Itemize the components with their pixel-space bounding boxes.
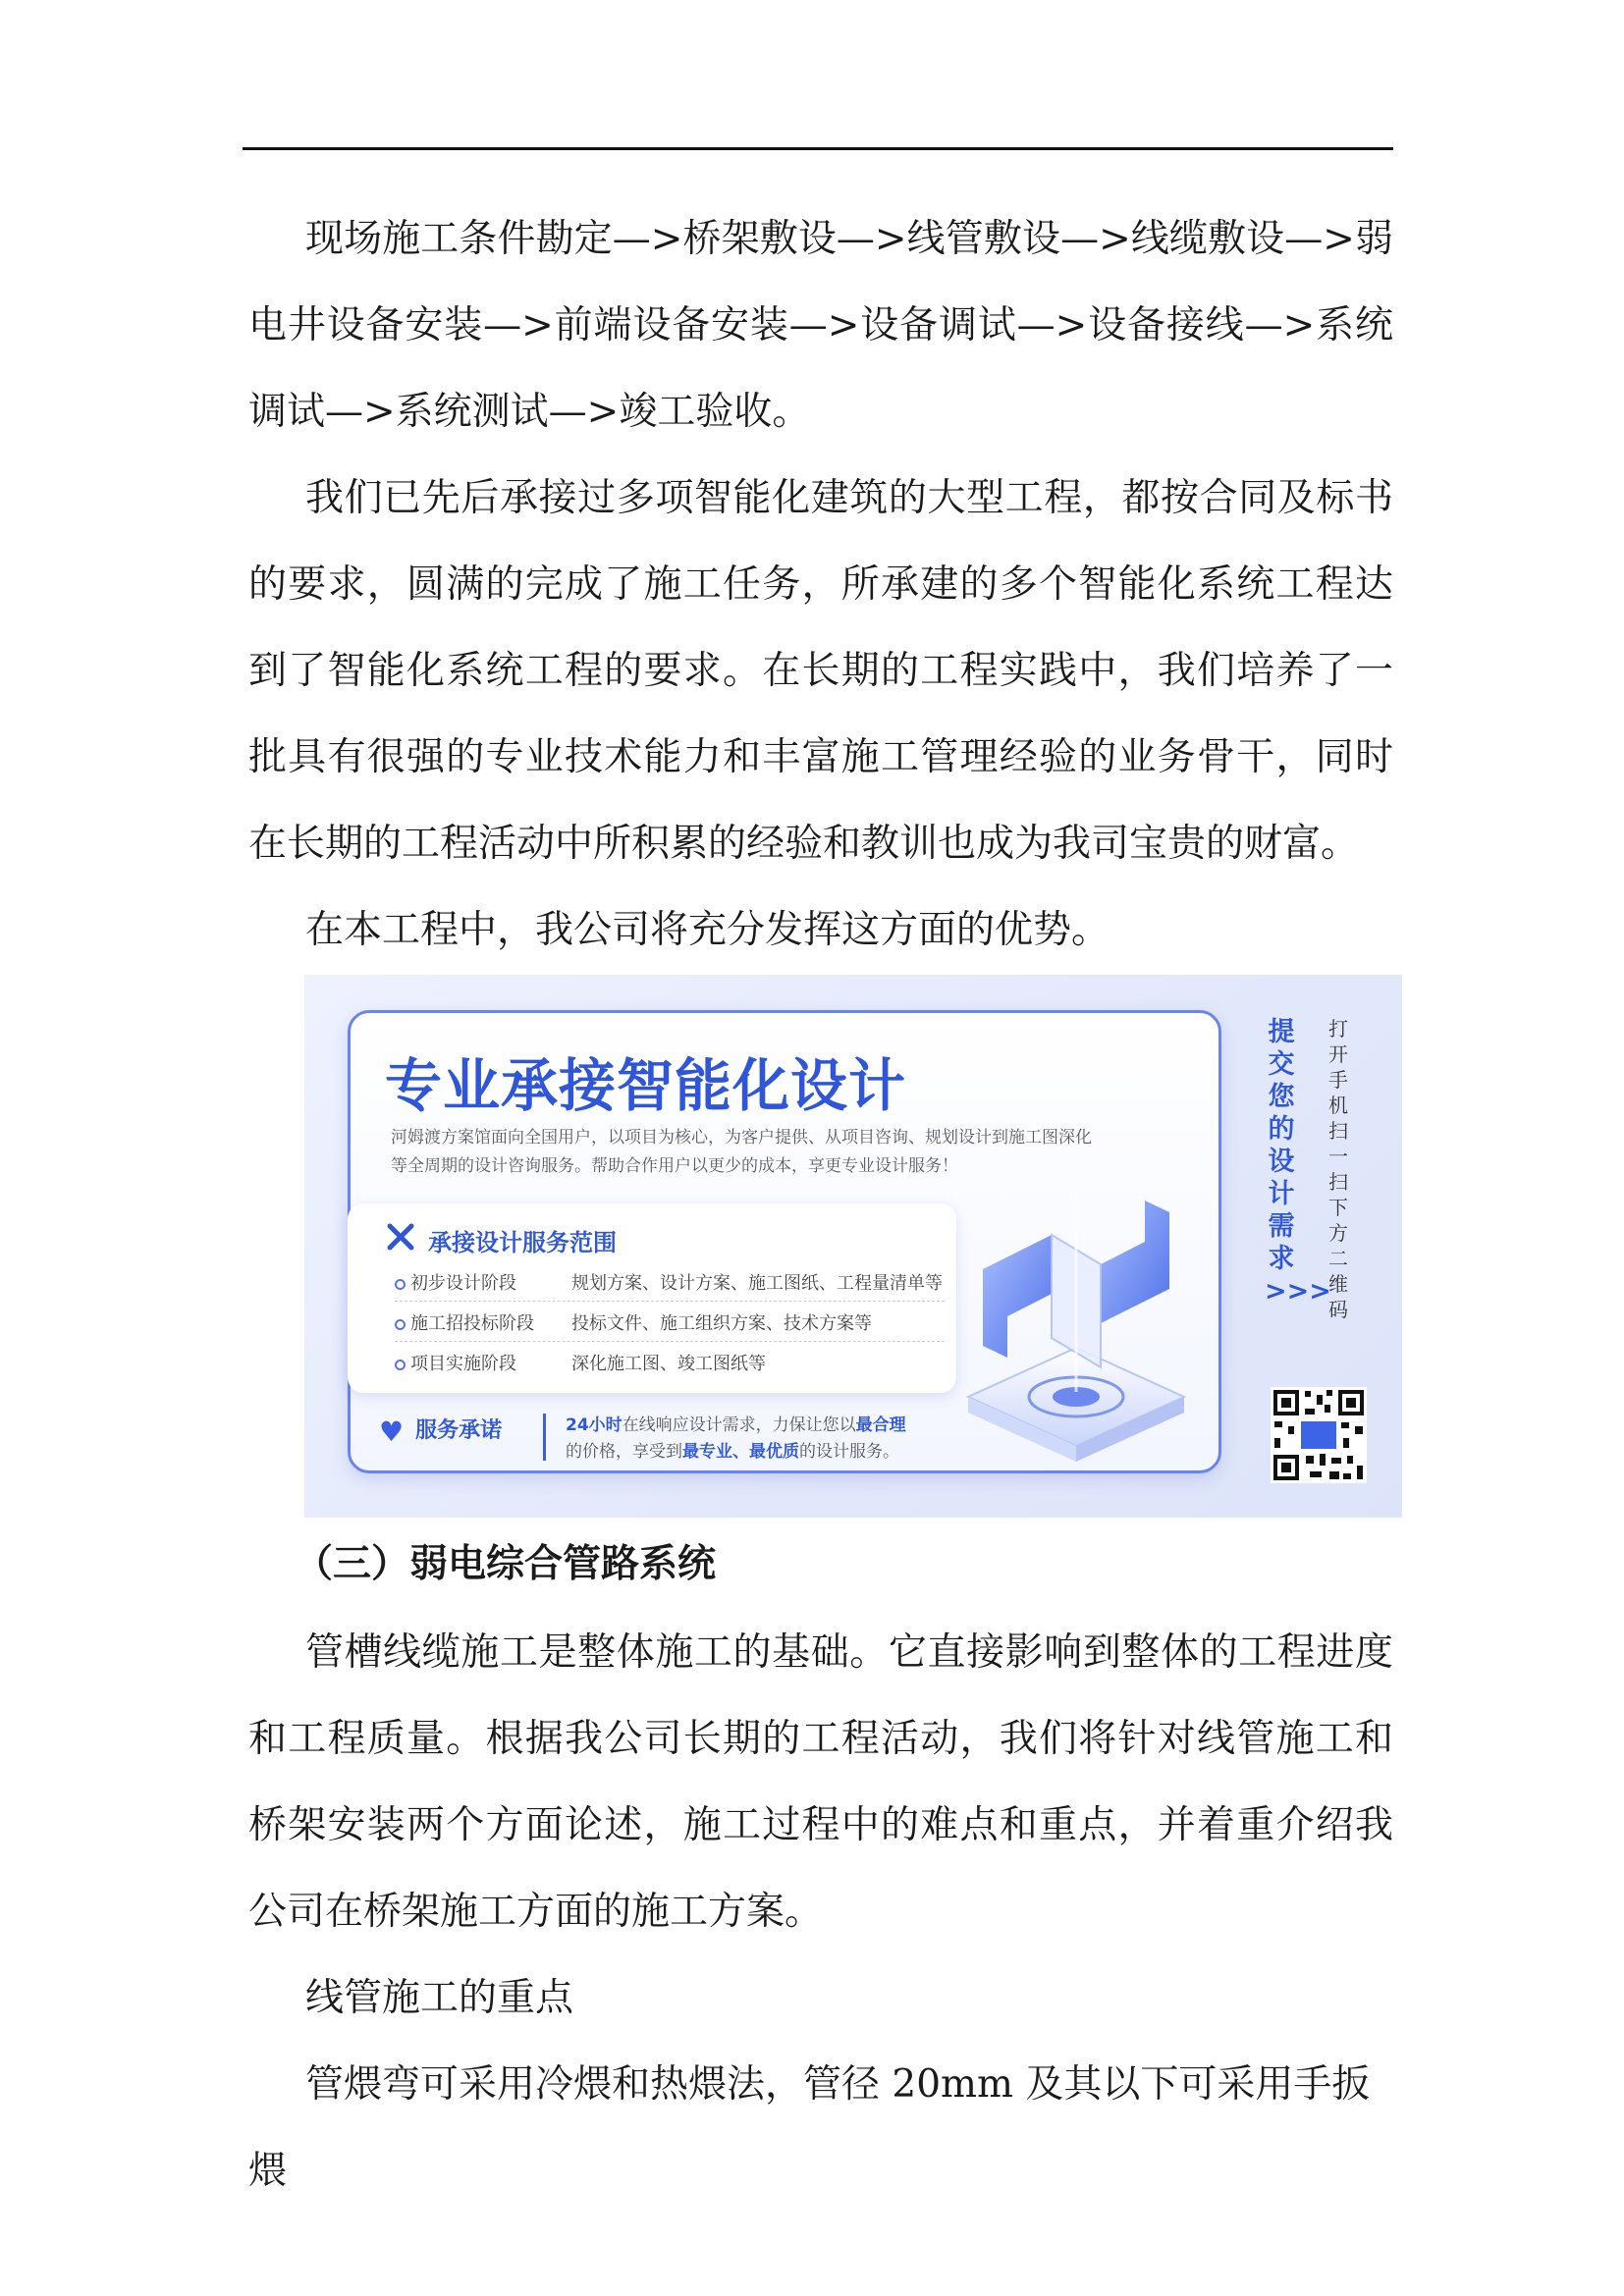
promise-highlight: 最合理 bbox=[855, 1415, 906, 1435]
conduit-intro-text: 管槽线缆施工是整体施工的基础。它直接影响到整体的工程进度和工程质量。根据我公司长期的工程活动，我们将针对线管施工和桥架安装两个方面论述，施工过程中的难点和重点，并着重介绍我公司在桥架施工方面的施工方案。 bbox=[248, 1630, 1393, 1934]
section-heading: （三）弱电综合管路系统 bbox=[295, 1542, 717, 1586]
service-promise-label bbox=[379, 1414, 502, 1448]
scope-row bbox=[395, 1309, 945, 1342]
process-flow-text: 现场施工条件勘定—>桥架敷设—>线管敷设—>线缆敷设—>弱电井设备安装—>前端设备安装—>设备调试—>设备接线—>系统调试—>系统测试—>竣工验收。 bbox=[248, 217, 1393, 434]
bullet-icon bbox=[395, 1360, 406, 1370]
advantage-text: 在本工程中，我公司将充分发挥这方面的优势。 bbox=[305, 908, 1110, 952]
paragraph-advantage bbox=[248, 887, 1393, 974]
banner-description: 河姆渡方案馆面向全国用户，以项目为核心，为客户提供、从项目咨询、规划设计到施工图深化等全周期的设计咨询服务。帮助合作用户以更少的成本，享更专业设计服务！ bbox=[391, 1128, 1092, 1176]
bullet-icon bbox=[395, 1319, 406, 1330]
scan-qr-vertical-text: 打开手机扫一扫下方二维码 bbox=[1328, 1017, 1348, 1321]
submit-request-vertical-text: 提交您的设计需求>>> bbox=[1265, 1017, 1331, 1307]
header-rule bbox=[243, 147, 1393, 150]
paragraph-bending bbox=[248, 2042, 1393, 2215]
ad-banner bbox=[304, 975, 1402, 1518]
promise-highlight: 24小时 bbox=[566, 1415, 623, 1435]
scope-row bbox=[395, 1269, 945, 1302]
promise-divider bbox=[543, 1414, 546, 1461]
promise-part: 的设计服务。 bbox=[799, 1442, 899, 1462]
service-scope-title bbox=[387, 1223, 617, 1257]
scope-items: 规划方案、设计方案、施工图纸、工程量清单等 bbox=[571, 1273, 943, 1294]
scope-stage: 初步设计阶段 bbox=[410, 1273, 516, 1294]
banner-headline: 专业承接智能化设计 bbox=[385, 1052, 907, 1119]
promise-highlight: 最专业、最优质 bbox=[682, 1442, 799, 1462]
promise-part: 在线响应设计需求，力保让您以 bbox=[622, 1415, 856, 1435]
qr-code-icon bbox=[1271, 1387, 1367, 1483]
paragraph-experience bbox=[248, 455, 1393, 887]
promise-label-text: 服务承诺 bbox=[415, 1418, 503, 1443]
bullet-icon bbox=[395, 1279, 406, 1290]
paragraph-conduit-intro bbox=[248, 1610, 1393, 1955]
scope-row bbox=[395, 1350, 945, 1381]
3d-logo-illustration bbox=[929, 1161, 1223, 1475]
paragraph-process-flow bbox=[248, 196, 1393, 455]
design-tools-icon bbox=[387, 1223, 414, 1256]
scope-stage: 施工招投标阶段 bbox=[410, 1313, 534, 1334]
bending-text: 管煨弯可采用冷煨和热煨法，管径 20mm 及其以下可采用手扳煨 bbox=[248, 2062, 1371, 2193]
scope-stage: 项目实施阶段 bbox=[410, 1354, 516, 1374]
scope-items: 深化施工图、竣工图纸等 bbox=[571, 1354, 766, 1374]
experience-text: 我们已先后承接过多项智能化建筑的大型工程，都按合同及标书的要求，圆满的完成了施工任务，所承建的多个智能化系统工程达到了智能化系统工程的要求。在长期的工程实践中，我们培养了一批具有很强的专业技术能力和丰富施工管理经验的业务骨干，同时在长期的工程活动中所积累的经验和教训也成为我司宝贵的财富。 bbox=[248, 476, 1393, 866]
heart-icon: ♥ bbox=[379, 1415, 405, 1448]
scope-items: 投标文件、施工组织方案、技术方案等 bbox=[571, 1313, 872, 1334]
conduit-key-points-text: 线管施工的重点 bbox=[305, 1976, 574, 2020]
paragraph-subheading bbox=[248, 1955, 1393, 2042]
promise-text bbox=[566, 1413, 978, 1466]
promise-part: 的价格，享受到 bbox=[566, 1442, 682, 1462]
scope-title-text: 承接设计服务范围 bbox=[428, 1229, 617, 1256]
